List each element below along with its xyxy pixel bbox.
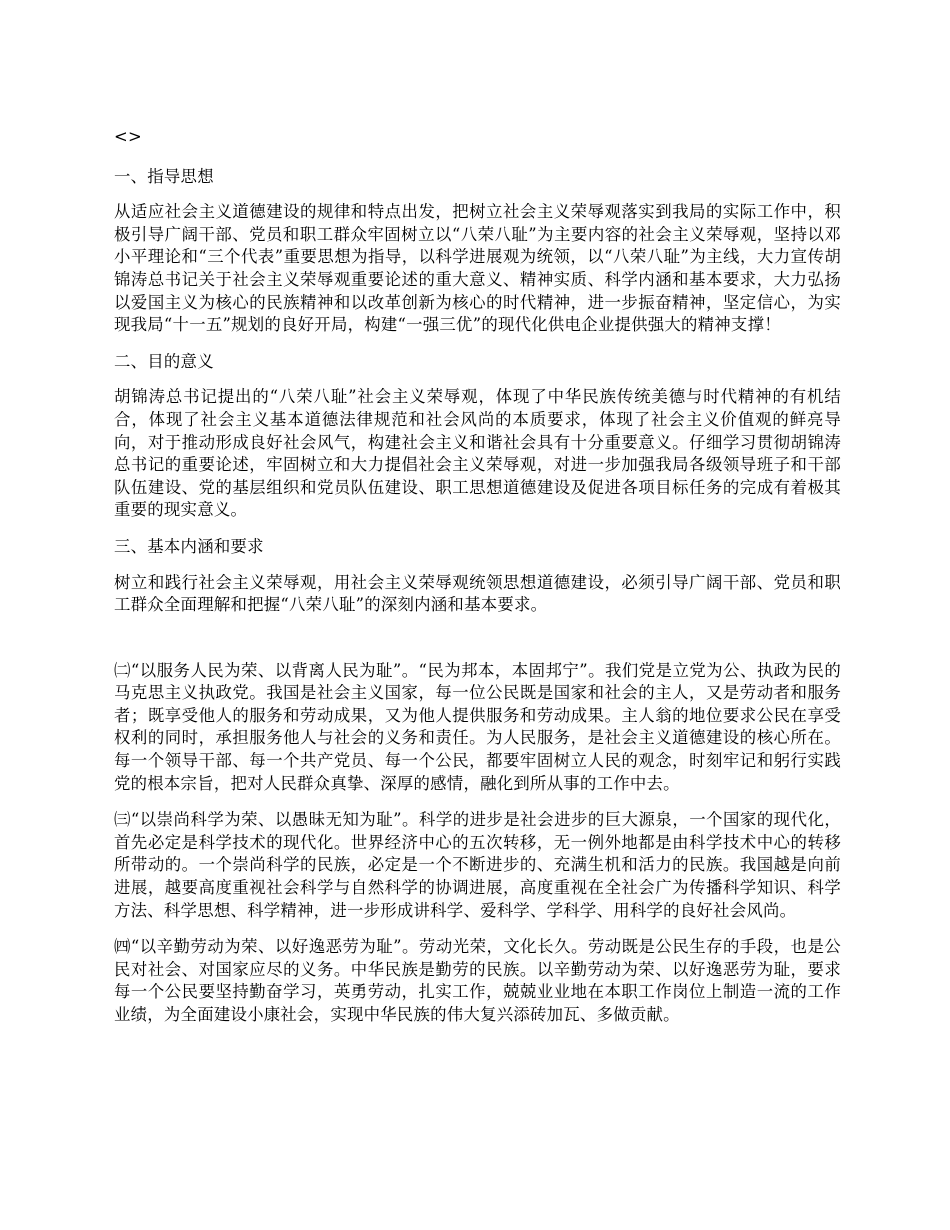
section-heading-purpose: 二、目的意义 <box>114 351 214 371</box>
paragraph-guiding-ideology: 从适应社会主义道德建设的规律和特点出发，把树立社会主义荣辱观落实到我局的实际工作中，积极引导广阔干部、党员和职工群众牢固树立以“八荣八耻”为主要内容的社会主义荣辱观，坚持以邓小平理论和“三个代表”重要思想为指导，以科学进展观为统领，以“八荣八耻”为主线，大力宣传胡锦涛总书记关于社会主义荣辱观重要论述的重大意义、精神实质、科学内涵和基本要求，大力弘扬以爱国主义为核心的民族精神和以改革创新为核心的时代精神，进一步振奋精神，坚定信心，为实现我局“十一五”规划的良好开局，构建“一强三优”的现代化供电企业提供强大的精神支撑！ <box>114 202 841 335</box>
paragraph-connotation: 树立和践行社会主义荣辱观，用社会主义荣辱观统领思想道德建设，必须引导广阔干部、党员和职工群众全面理解和把握“八荣八耻”的深刻内涵和基本要求。 <box>114 572 841 615</box>
blank-spacer <box>114 617 841 660</box>
section-heading-connotation: 三、基本内涵和要求 <box>114 536 264 556</box>
list-item-serve-people: ㈡“以服务人民为荣、以背离人民为耻”。“民为邦本，本固邦宁”。我们党是立党为公、执政为民的马克思主义执政党。我国是社会主义国家，每一位公民既是国家和社会的主人，又是劳动者和服务者；既享受他人的服务和劳动成果，又为他人提供服务和劳动成果。主人翁的地位要求公民在享受权利的同时，承担服务他人与社会的义务和责任。为人民服务，是社会主义道德建设的核心所在。每一个领导干部、每一个共产党员、每一个公民，都要牢固树立人民的观念，时刻牢记和躬行实践党的根本宗旨，把对人民群众真挚、深厚的感情，融化到所从事的工作中去。 <box>114 660 841 793</box>
document-page <box>114 126 841 1027</box>
list-item-labor: ㈣“以辛勤劳动为荣、以好逸恶劳为耻”。劳动光荣，文化长久。劳动既是公民生存的手段，也是公民对社会、对国家应尽的义务。中华民族是勤劳的民族。以辛勤劳动为荣、以好逸恶劳为耻，要求每一个公民要坚持勤奋学习，英勇劳动，扎实工作，兢兢业业地在本职工作岗位上制造一流的工作业绩，为全面建设小康社会，实现中华民族的伟大复兴添砖加瓦、多做贡献。 <box>114 937 841 1024</box>
top-mark: <> <box>114 127 142 146</box>
paragraph-purpose: 胡锦涛总书记提出的“八荣八耻”社会主义荣辱观，体现了中华民族传统美德与时代精神的有机结合，体现了社会主义基本道德法律规范和社会风尚的本质要求，体现了社会主义价值观的鲜亮导向，对于推动形成良好社会风气，构建社会主义和谐社会具有十分重要意义。仔细学习贯彻胡锦涛总书记的重要论述，牢固树立和大力提倡社会主义荣辱观，对进一步加强我局各级领导班子和干部队伍建设、党的基层组织和党员队伍建设、职工思想道德建设及促进各项目标任务的完成有着极其重要的现实意义。 <box>114 387 841 520</box>
section-heading-guiding-ideology: 一、指导思想 <box>114 166 214 186</box>
list-item-science: ㈢“以崇尚科学为荣、以愚昧无知为耻”。科学的进步是社会进步的巨大源泉，一个国家的现代化，首先必定是科学技术的现代化。世界经济中心的五次转移，无一例外地都是由科学技术中心的转移所带动的。一个崇尚科学的民族，必定是一个不断进步的、充满生机和活力的民族。我国越是向前进展，越要高度重视社会科学与自然科学的协调进展，高度重视在全社会广为传播科学知识、科学方法、科学思想、科学精神，进一步形成讲科学、爱科学、学科学、用科学的良好社会风尚。 <box>114 810 841 920</box>
